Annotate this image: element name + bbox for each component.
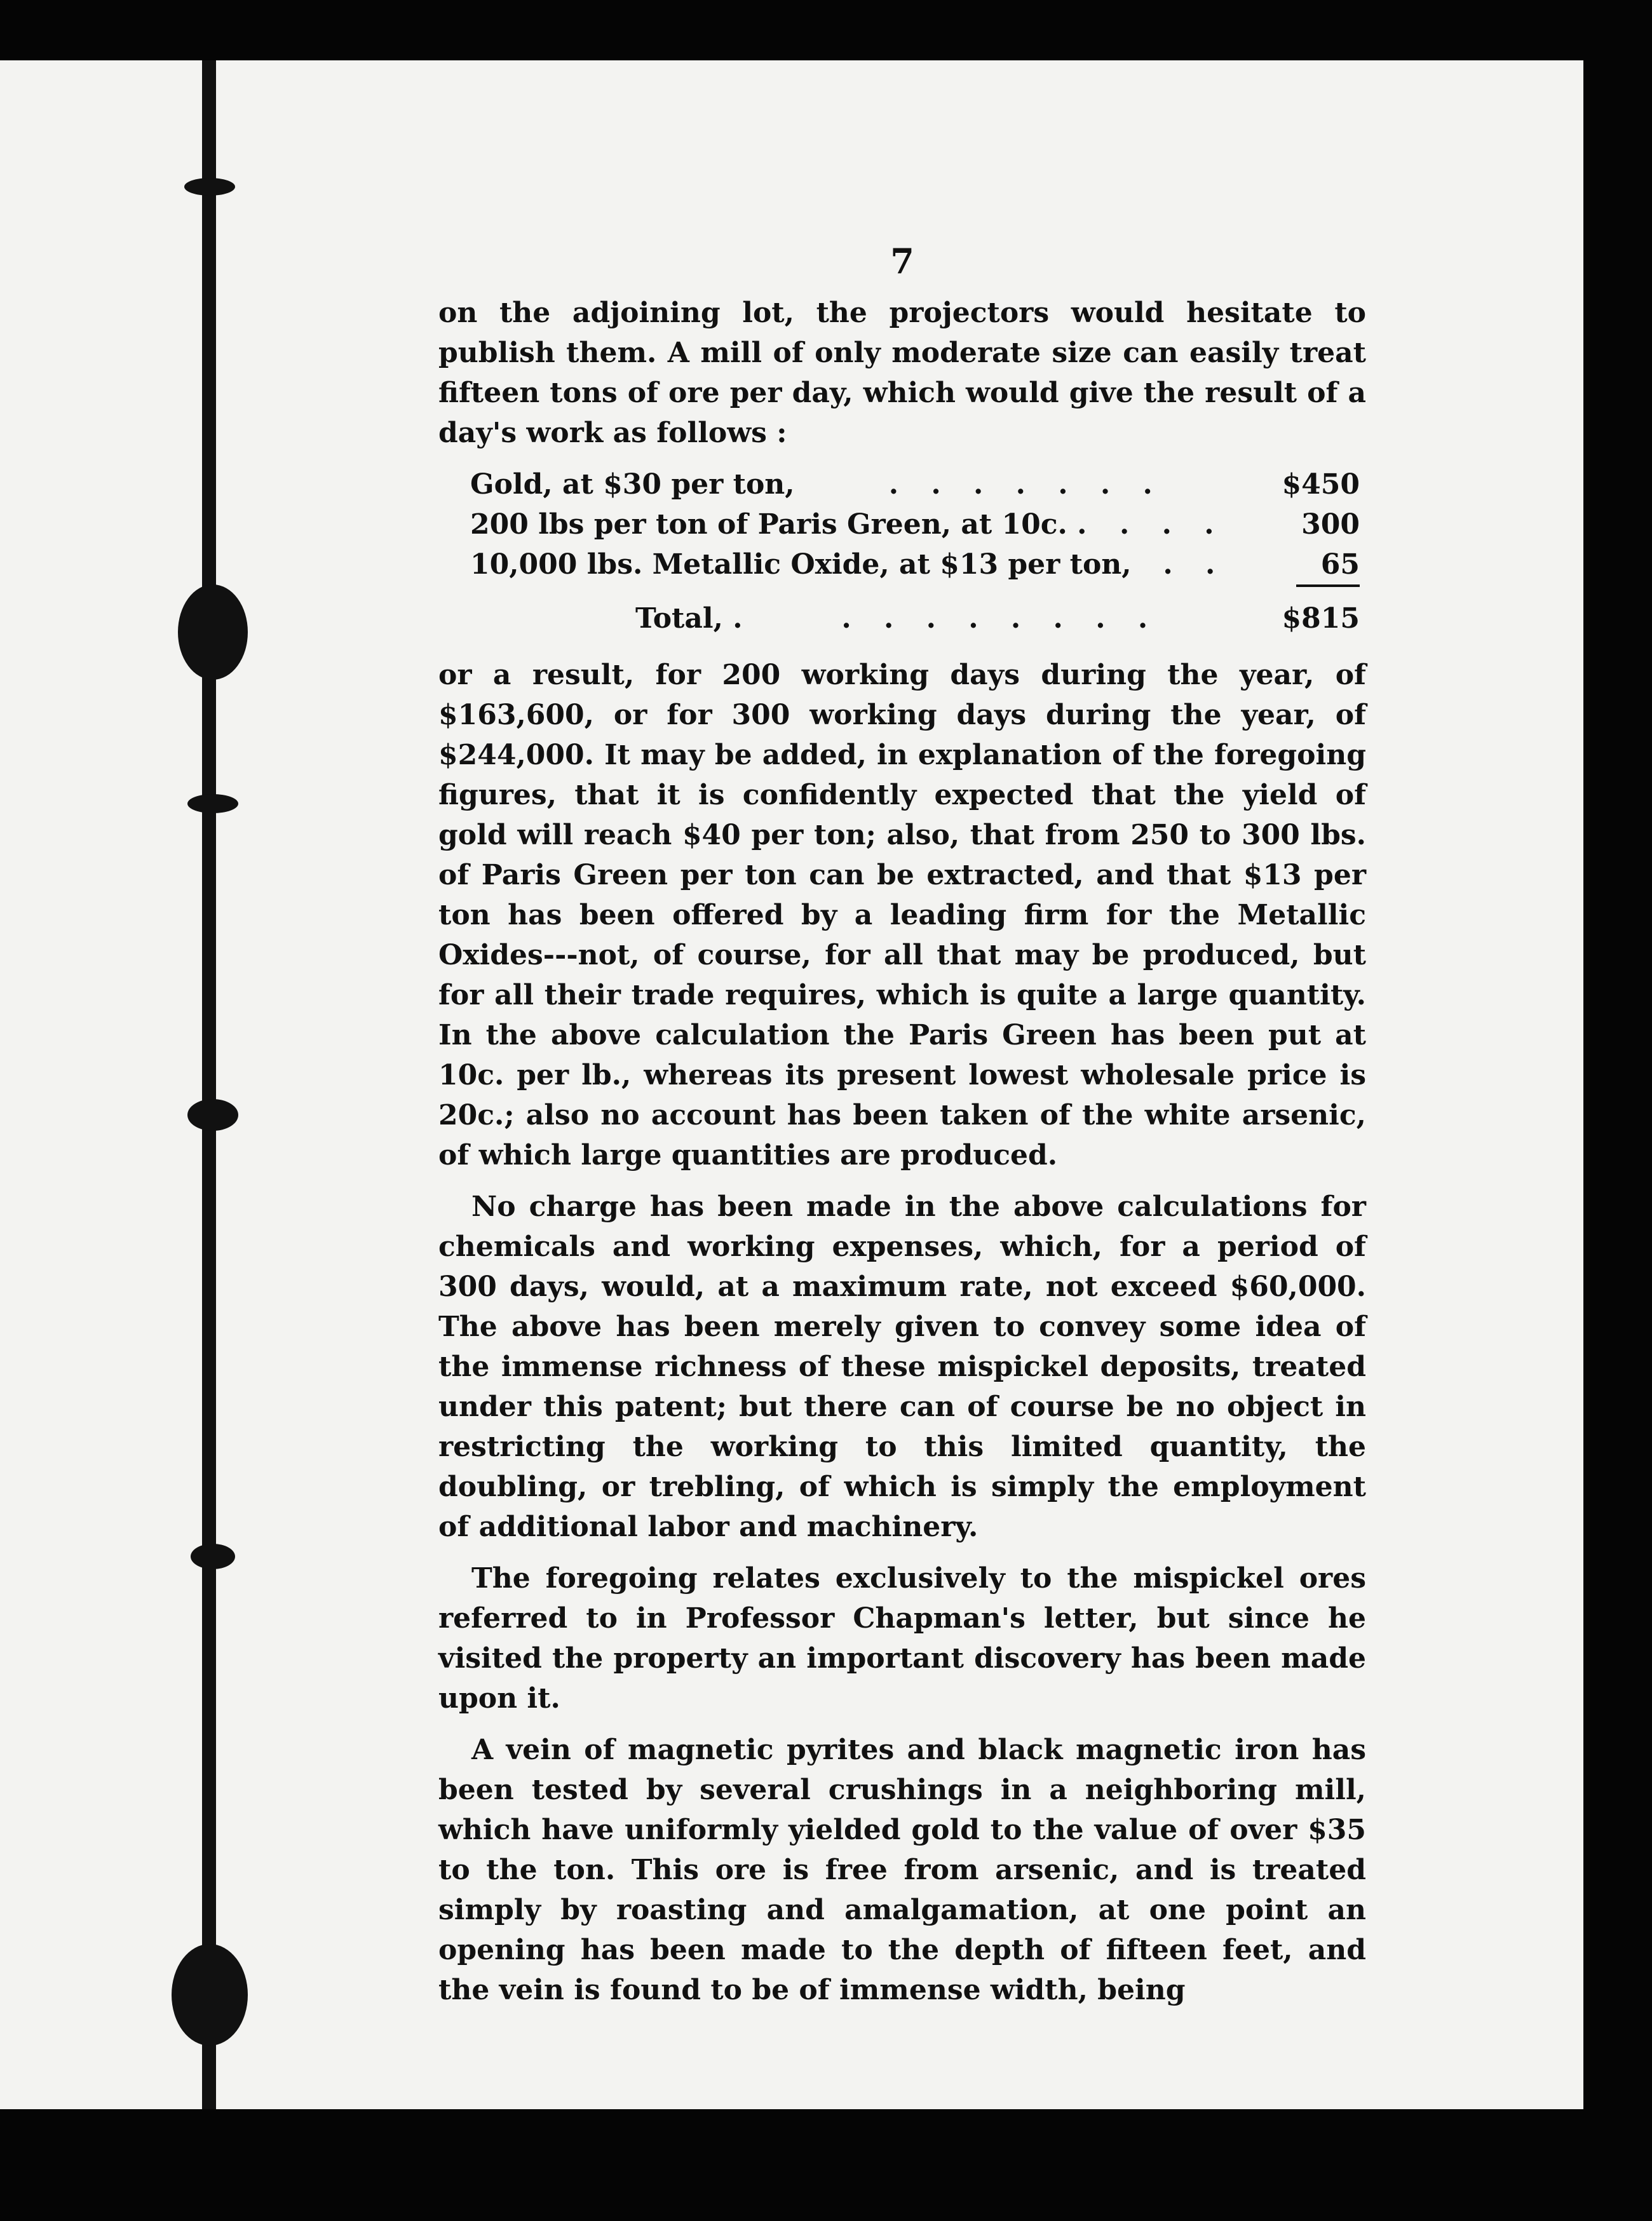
binding-mark [187, 794, 238, 813]
page-content [438, 241, 1366, 2022]
revenue-table [470, 464, 1360, 638]
leader-dots: . . . . . . . [888, 468, 1164, 501]
table-row [470, 504, 1360, 544]
binding-mark [184, 178, 235, 196]
total-label: Total, . [635, 602, 743, 635]
paragraph-no-charge: No charge has been made in the above calculations for chemicals and working expenses, which, for a period of 300 days, would, at a maximum rate, not exceed $60,000. The above has been merely given to convey some idea of the immense richness of these mispickel deposits, treated under this patent; but there can of course be no object in restricting the working to this limited quantity, the doubling, or trebling, of which is simply the employment of additional labor and machinery. [438, 1191, 1366, 1543]
paragraph-intro: on the adjoining lot, the projectors would hesitate to publish them. A mill of only moderate size can easily treat fifteen tons of ore per day, which would give the result of a day's work as follows : [438, 297, 1366, 449]
row-value: $450 [1282, 468, 1360, 501]
binding-mark [191, 1544, 235, 1569]
page-number: 7 [890, 241, 914, 281]
row-label: 10,000 lbs. Metallic Oxide, at $13 per ton, [470, 548, 1132, 581]
row-label: 200 lbs per ton of Paris Green, at 10c. . [470, 508, 1087, 541]
binding-mark [178, 584, 248, 680]
row-label: Gold, at $30 per ton, [470, 468, 795, 501]
paragraph-vein: A vein of magnetic pyrites and black magnetic iron has been tested by several crushings in a neighboring mill, which have uniformly yielded gold to the value of over $35 to the ton. This ore is free from arsenic, and is treated simply by roasting and amalgamation, at one point an opening has been made to the depth of fifteen feet, and the vein is found to be of immense width, being [438, 1734, 1366, 2006]
row-value: 300 [1301, 508, 1360, 541]
paragraph-foregoing: The foregoing relates exclusively to the mispickel ores referred to in Professor Chapman's letter, but since he visited the property an important discovery has been made upon it. [438, 1562, 1366, 1715]
total-row [470, 598, 1360, 638]
paragraph-result: or a result, for 200 working days during the year, of $163,600, or for 300 working days during the year, of $244,000. It may be added, in explanation of the foregoing figures, that it is confidently expected that the yield of gold will reach $40 per ton; also, that from 250 to 300 lbs. of Paris Green per ton can be extracted, and that $13 per ton has been offered by a leading firm for the Metallic Oxides---not, of course, for all that may be produced, but for all their trade requires, which is quite a large quantity. In the above calculation the Paris Green has been put at 10c. per lb., whereas its present lowest wholesale price is 20c.; also no account has been taken of the white arsenic, of which large quantities are produced. [438, 659, 1366, 1171]
table-row [470, 544, 1360, 584]
table-row [470, 464, 1360, 504]
sum-rule [1296, 584, 1360, 587]
leader-dots: . . [1163, 548, 1227, 581]
binding-mark [172, 1944, 248, 2046]
leader-dots: . . . . . . . . [841, 602, 1160, 635]
row-value: 65 [1320, 548, 1360, 581]
total-value: $815 [1282, 602, 1360, 635]
binding-edge [202, 60, 216, 2109]
leader-dots: . . . [1119, 508, 1226, 541]
binding-mark [187, 1099, 238, 1131]
